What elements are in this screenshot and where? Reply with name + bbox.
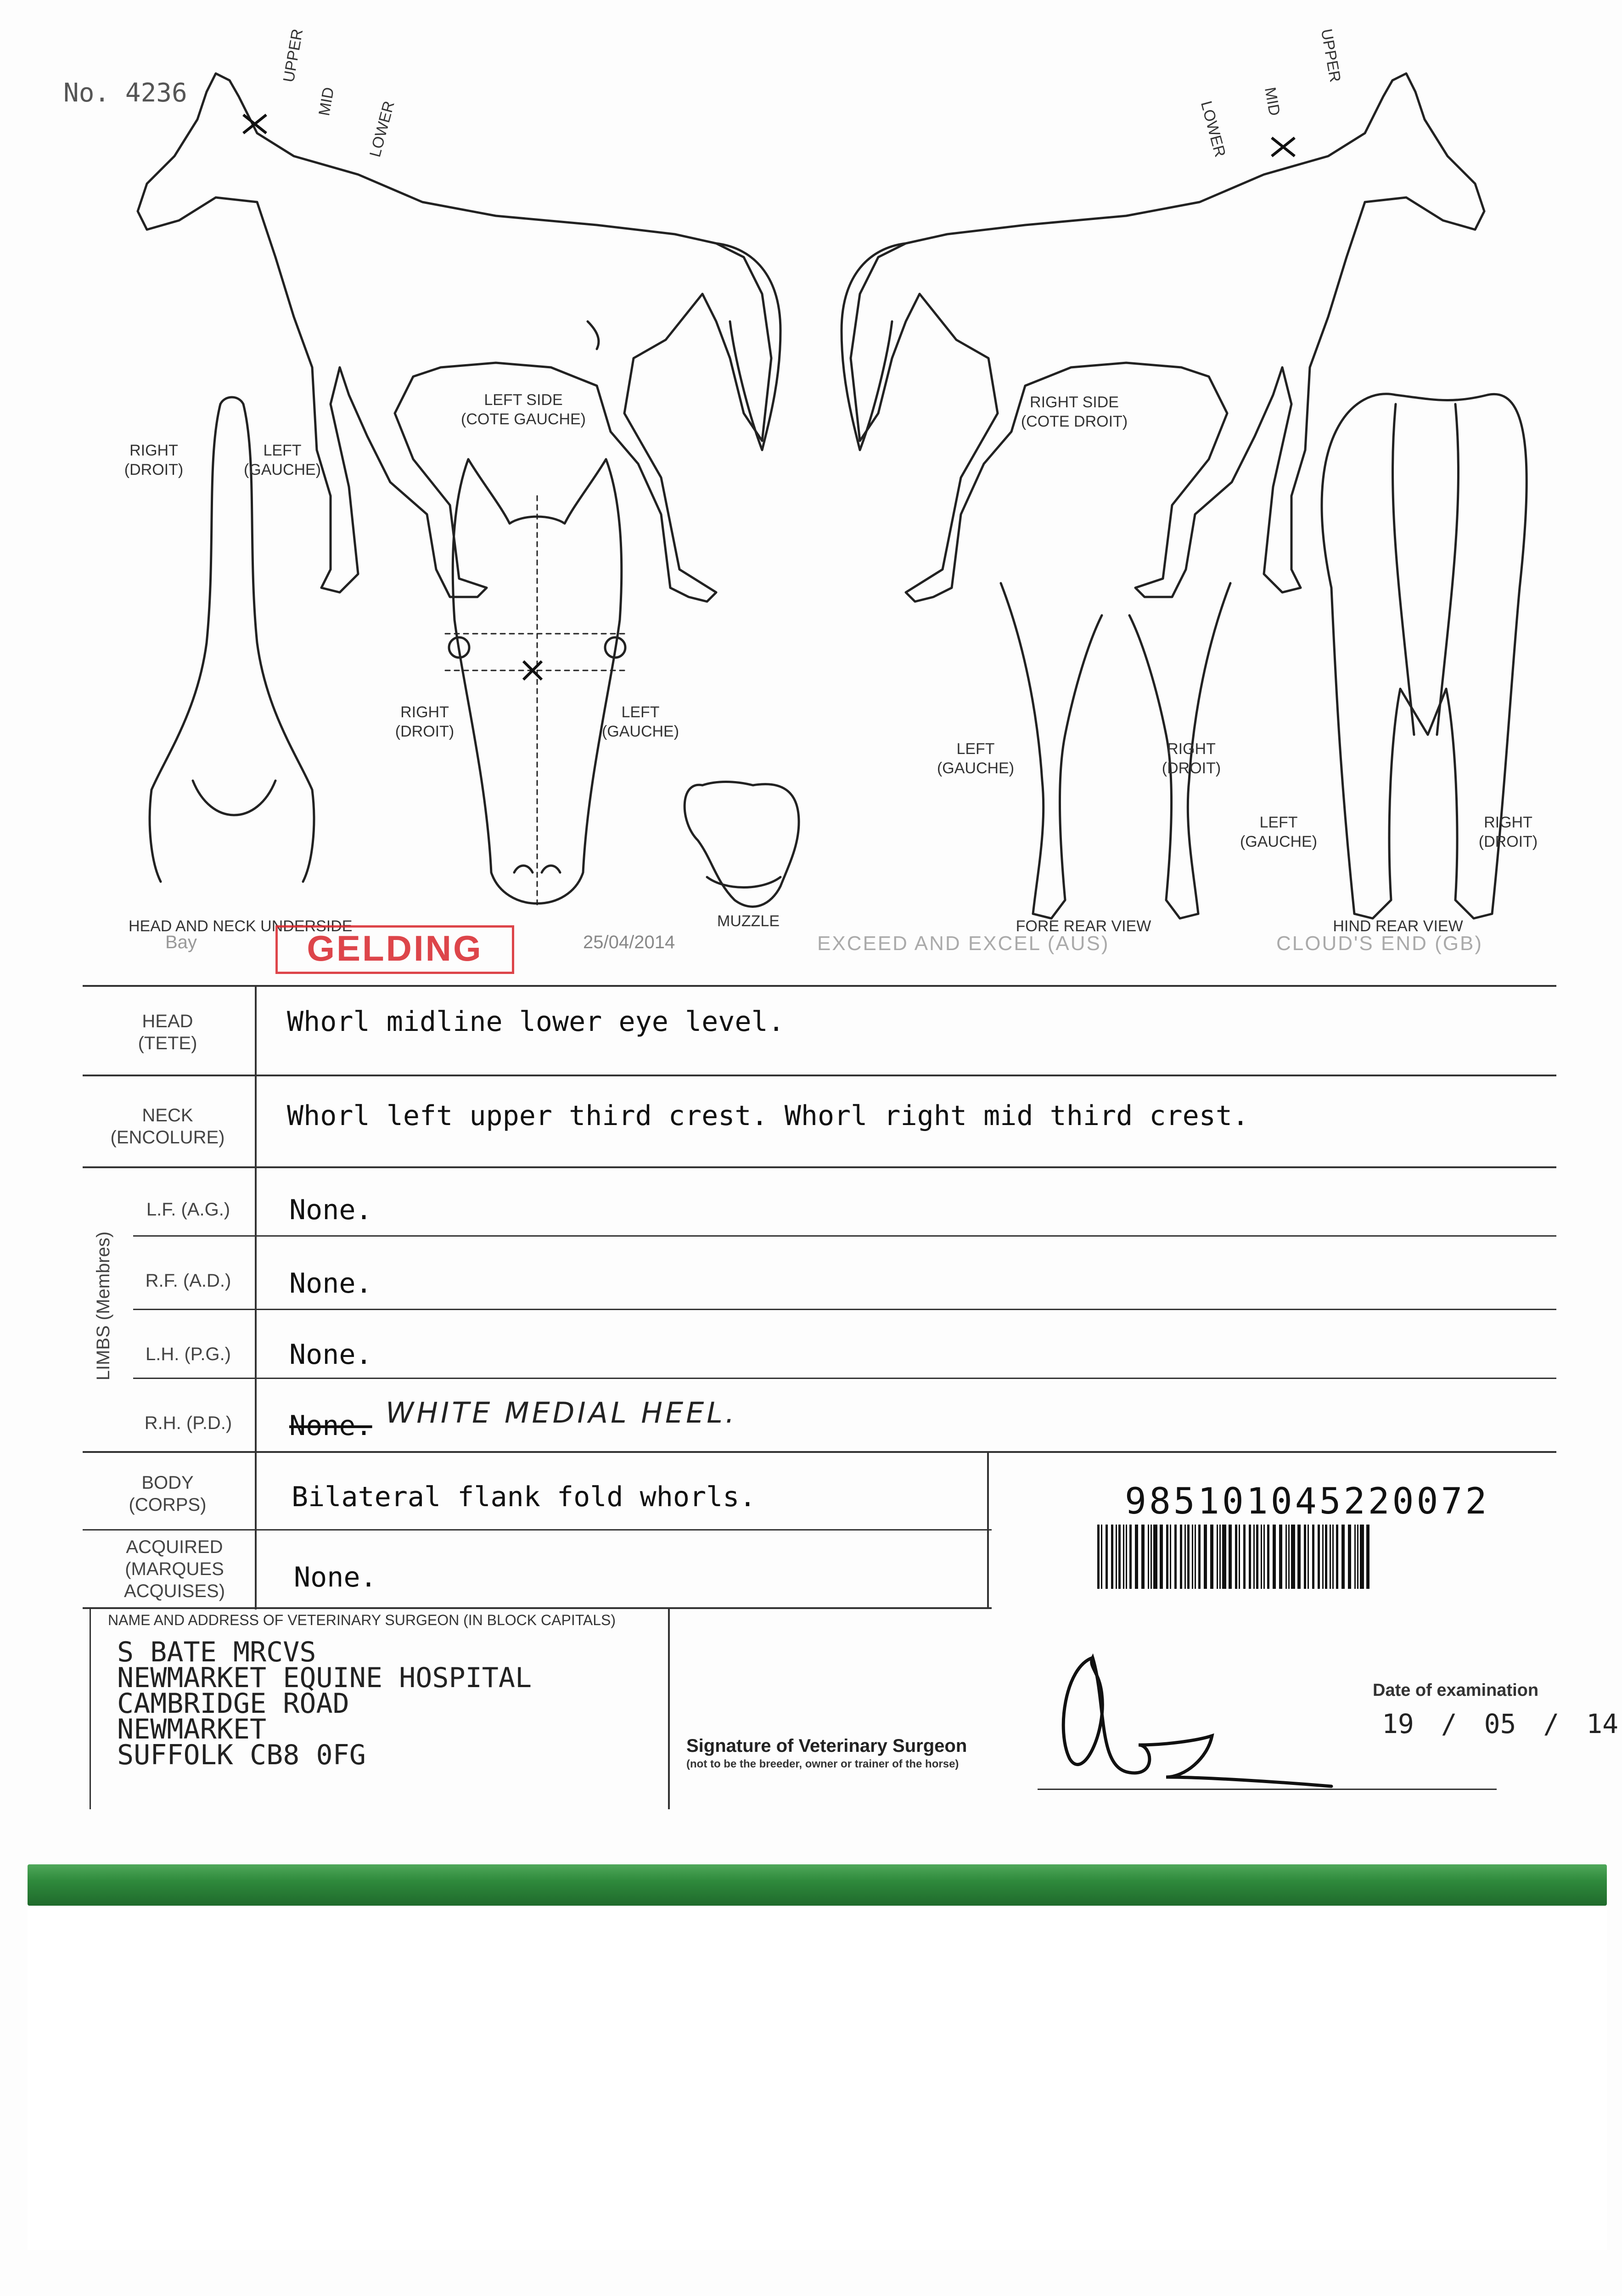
date-of-examination-label: Date of examination bbox=[1373, 1681, 1539, 1700]
barcode-bar bbox=[1151, 1525, 1152, 1589]
rh-markings: None. bbox=[289, 1410, 372, 1442]
barcode-bar bbox=[1249, 1525, 1251, 1589]
barcode-bar bbox=[1187, 1525, 1190, 1589]
document-number: No. 4236 bbox=[63, 78, 187, 108]
barcode-bar bbox=[1267, 1525, 1269, 1589]
barcode-bar bbox=[1153, 1525, 1157, 1589]
barcode-bar bbox=[1279, 1525, 1282, 1589]
barcode-bar bbox=[1106, 1525, 1108, 1589]
barcode-bar bbox=[1348, 1525, 1351, 1589]
head-neck-underside-label: HEAD AND NECK UNDERSIDE bbox=[129, 917, 353, 935]
rh-row-label: R.H. (P.D.) bbox=[144, 1413, 232, 1433]
vet-signature bbox=[1038, 1639, 1359, 1795]
barcode-bar bbox=[1217, 1525, 1218, 1589]
colour-stamp: Bay bbox=[165, 932, 197, 952]
barcode-bar bbox=[1235, 1525, 1237, 1589]
barcode-bar bbox=[1116, 1525, 1117, 1589]
left-side-label: LEFT SIDE (COTE GAUCHE) bbox=[461, 391, 586, 428]
rf-row-label: R.F. (A.D.) bbox=[145, 1271, 231, 1291]
barcode-bar bbox=[1204, 1525, 1207, 1589]
left-side-horse-drawing bbox=[138, 73, 780, 602]
upper-label-right: UPPER bbox=[1317, 28, 1344, 84]
barcode-bar bbox=[1210, 1525, 1213, 1589]
barcode-bar bbox=[1166, 1525, 1168, 1589]
barcode-bar bbox=[1288, 1525, 1290, 1589]
mid-label-right: MID bbox=[1261, 86, 1284, 117]
barcode-bar bbox=[1148, 1525, 1149, 1589]
head-front-drawing bbox=[445, 459, 629, 909]
barcode-bar bbox=[1297, 1525, 1301, 1589]
barcode-bar bbox=[1366, 1525, 1369, 1589]
upper-label: UPPER bbox=[280, 28, 307, 84]
rh-handwritten-amendment: WHITE MEDIAL HEEL. bbox=[386, 1396, 737, 1429]
vet-name-address: S BATE MRCVS NEWMARKET EQUINE HOSPITAL CAMBRIDGE ROAD NEWMARKET SUFFOLK CB8 0FG bbox=[117, 1636, 532, 1771]
passport-cover-edge bbox=[28, 1864, 1607, 1906]
barcode-bar bbox=[1111, 1525, 1113, 1589]
barcode-bar bbox=[1336, 1525, 1338, 1589]
barcode-bar bbox=[1360, 1525, 1364, 1589]
acquired-row-label: ACQUIRED (MARQUES ACQUISES) bbox=[123, 1537, 225, 1601]
barcode-bar bbox=[1354, 1525, 1356, 1589]
barcode-bar bbox=[1312, 1525, 1314, 1589]
acquired-markings: None. bbox=[294, 1561, 377, 1593]
muzzle-drawing bbox=[685, 782, 799, 907]
barcode-bar bbox=[1192, 1525, 1193, 1589]
date-month: 05 bbox=[1484, 1708, 1516, 1739]
barcode-bar bbox=[1239, 1525, 1240, 1589]
barcode-bar bbox=[1198, 1525, 1201, 1589]
hind-left-label: LEFT (GAUCHE) bbox=[1240, 814, 1318, 850]
fore-left-label: LEFT (GAUCHE) bbox=[937, 740, 1015, 777]
barcode-bar bbox=[1184, 1525, 1186, 1589]
gelding-stamp: GELDING bbox=[275, 925, 514, 974]
barcode-bar bbox=[1126, 1525, 1127, 1589]
barcode-bar bbox=[1304, 1525, 1306, 1589]
barcode-bar bbox=[1341, 1525, 1345, 1589]
head-row-label: HEAD (TETE) bbox=[138, 1011, 197, 1053]
barcode-bar bbox=[1285, 1525, 1287, 1589]
barcode-bar bbox=[1101, 1525, 1102, 1589]
neck-markings: Whorl left upper third crest. Whorl right mid third crest. bbox=[287, 1100, 1249, 1132]
head-left-label: LEFT (GAUCHE) bbox=[601, 703, 679, 740]
lh-row-label: L.H. (P.G.) bbox=[146, 1344, 231, 1364]
barcode-bar bbox=[1129, 1525, 1132, 1589]
blank-lower-page bbox=[28, 1906, 1607, 2250]
barcode-bar bbox=[1219, 1525, 1221, 1589]
barcode-bar bbox=[1229, 1525, 1232, 1589]
lh-markings: None. bbox=[289, 1339, 372, 1371]
barcode-bar bbox=[1330, 1525, 1331, 1589]
signature-note: (not to be the breeder, owner or trainer of the horse) bbox=[686, 1758, 959, 1770]
right-side-horse-drawing bbox=[842, 73, 1484, 602]
barcode-bar bbox=[1141, 1525, 1145, 1589]
horse-diagrams bbox=[0, 0, 1622, 983]
rf-markings: None. bbox=[289, 1267, 372, 1300]
microchip-number: 985101045220072 bbox=[1125, 1481, 1490, 1522]
barcode-bar bbox=[1256, 1525, 1258, 1589]
barcode-bar bbox=[1325, 1525, 1327, 1589]
right-side-label: RIGHT SIDE (COTE DROIT) bbox=[1021, 394, 1128, 430]
lower-label-right: LOWER bbox=[1197, 99, 1229, 159]
lf-markings: None. bbox=[289, 1194, 372, 1226]
barcode-bar bbox=[1118, 1525, 1121, 1589]
hind-right-label: RIGHT (DROIT) bbox=[1478, 814, 1538, 850]
barcode-bar bbox=[1322, 1525, 1324, 1589]
barcode-bar bbox=[1160, 1525, 1163, 1589]
head-markings: Whorl midline lower eye level. bbox=[287, 1006, 785, 1038]
barcode-bar bbox=[1273, 1525, 1276, 1589]
hind-rear-view-label: HIND REAR VIEW bbox=[1333, 917, 1463, 935]
head-right-label: RIGHT (DROIT) bbox=[395, 703, 455, 740]
fore-right-label: RIGHT (DROIT) bbox=[1162, 740, 1221, 777]
lf-row-label: L.F. (A.G.) bbox=[146, 1199, 230, 1220]
date-year: 14 bbox=[1586, 1708, 1619, 1739]
barcode-bar bbox=[1332, 1525, 1334, 1589]
barcode-bar bbox=[1308, 1525, 1309, 1589]
barcode-bar bbox=[1135, 1525, 1138, 1589]
barcode-bar bbox=[1174, 1525, 1177, 1589]
barcode-bar bbox=[1318, 1525, 1320, 1589]
barcode-bar bbox=[1195, 1525, 1196, 1589]
vet-name-address-header: NAME AND ADDRESS OF VETERINARY SURGEON (IN BLOCK CAPITALS) bbox=[108, 1612, 616, 1628]
barcode-bar bbox=[1357, 1525, 1358, 1589]
body-markings: Bilateral flank fold whorls. bbox=[292, 1481, 756, 1513]
limbs-group-label: LIMBS (Membres) bbox=[93, 1231, 113, 1381]
microchip-barcode bbox=[1097, 1525, 1524, 1589]
barcode-bar bbox=[1097, 1525, 1100, 1589]
barcode-bar bbox=[1170, 1525, 1171, 1589]
lower-label: LOWER bbox=[366, 99, 398, 159]
barcode-bar bbox=[1123, 1525, 1124, 1589]
barcode-bar bbox=[1253, 1525, 1255, 1589]
date-day: 19 bbox=[1382, 1708, 1414, 1739]
body-row-label: BODY (CORPS) bbox=[129, 1473, 207, 1515]
date-of-examination: 19 / 05 / 14 bbox=[1382, 1708, 1619, 1739]
barcode-bar bbox=[1261, 1525, 1262, 1589]
muzzle-label: MUZZLE bbox=[717, 912, 780, 930]
mid-label: MID bbox=[315, 86, 338, 117]
barcode-bar bbox=[1243, 1525, 1246, 1589]
barcode-bar bbox=[1180, 1525, 1182, 1589]
fore-rear-view-label: FORE REAR VIEW bbox=[1016, 917, 1151, 935]
barcode-bar bbox=[1291, 1525, 1295, 1589]
gelding-date-stamp: 25/04/2014 bbox=[583, 932, 675, 952]
underside-right-label: RIGHT (DROIT) bbox=[124, 442, 184, 478]
underside-left-label: LEFT (GAUCHE) bbox=[243, 442, 321, 478]
neck-row-label: NECK (ENCOLURE) bbox=[110, 1105, 225, 1148]
barcode-bar bbox=[1263, 1525, 1265, 1589]
sire-line-stamp: EXCEED AND EXCEL (AUS) bbox=[817, 932, 1110, 955]
barcode-bar bbox=[1222, 1525, 1226, 1589]
dam-line-stamp: CLOUD'S END (GB) bbox=[1276, 932, 1483, 955]
signature-label: Signature of Veterinary Surgeon bbox=[686, 1736, 967, 1756]
